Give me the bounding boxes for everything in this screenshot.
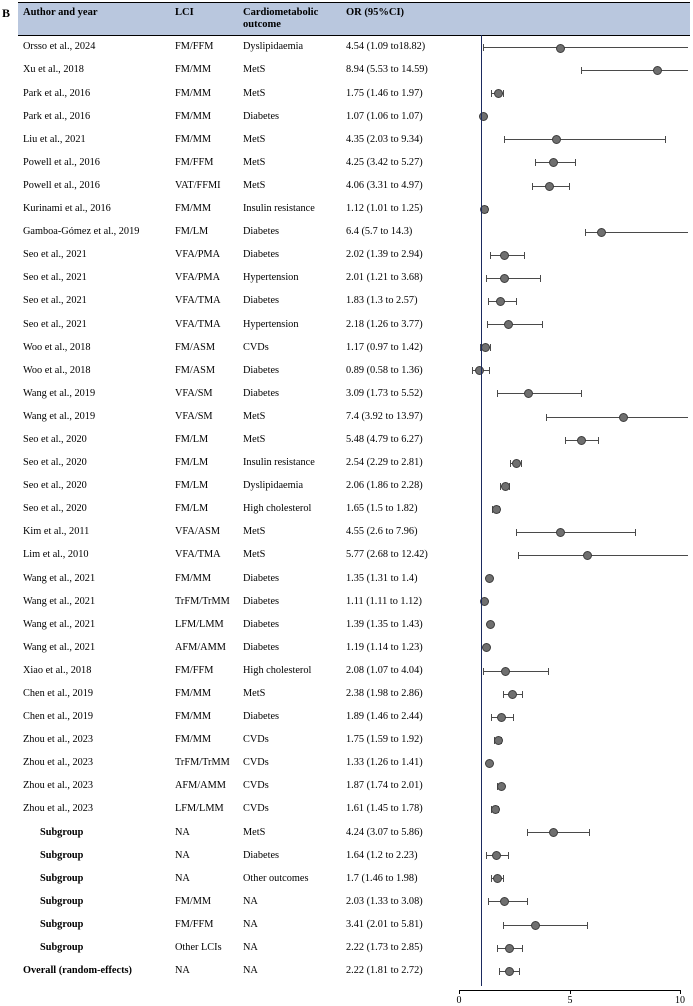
cell-or: 2.08 (1.07 to 4.04) [341,659,451,682]
cell-or: 1.19 (1.14 to 1.23) [341,636,451,659]
cell-author: Powell et al., 2016 [18,174,170,197]
cell-or: 1.75 (1.46 to 1.97) [341,82,451,105]
table-row [18,382,690,405]
x-axis-tick [459,990,460,994]
table-row [18,151,690,174]
table-row [18,336,690,359]
cell-plot [451,497,690,520]
table-row [18,35,690,59]
cell-outcome: MetS [238,82,341,105]
cell-author: Seo et al., 2021 [18,313,170,336]
cell-or: 1.64 (1.2 to 2.23) [341,844,451,867]
cell-plot [451,613,690,636]
cell-author: Seo et al., 2020 [18,428,170,451]
cell-outcome: Diabetes [238,636,341,659]
cell-or: 4.54 (1.09 to18.82) [341,35,451,59]
cell-plot [451,428,690,451]
table-row [18,451,690,474]
cell-author: Seo et al., 2020 [18,474,170,497]
cell-lci: FM/MM [170,567,238,590]
cell-outcome: MetS [238,405,341,428]
cell-outcome: CVDs [238,751,341,774]
cell-lci: FM/MM [170,728,238,751]
cell-plot [451,936,690,959]
cell-plot [451,59,690,82]
cell-plot [451,266,690,289]
cell-outcome: Diabetes [238,567,341,590]
cell-plot [451,959,690,982]
cell-plot [451,151,690,174]
table-row [18,82,690,105]
cell-or: 2.01 (1.21 to 3.68) [341,266,451,289]
table-row [18,959,690,982]
cell-lci: FM/MM [170,82,238,105]
cell-or: 1.33 (1.26 to 1.41) [341,751,451,774]
cell-outcome: MetS [238,174,341,197]
cell-lci: FM/MM [170,197,238,220]
table-row [18,567,690,590]
cell-author: Lim et al., 2010 [18,544,170,567]
cell-lci: FM/LM [170,451,238,474]
header-outcome: Cardiometabolic outcome [238,3,341,36]
cell-author: Wang et al., 2021 [18,636,170,659]
header-or: OR (95%CI) [341,3,451,36]
cell-plot [451,751,690,774]
cell-author: Subgroup [18,844,170,867]
table-header [18,3,690,36]
cell-lci: FM/MM [170,682,238,705]
cell-author: Xiao et al., 2018 [18,659,170,682]
cell-or: 4.25 (3.42 to 5.27) [341,151,451,174]
x-axis-tick-label: 10 [675,995,685,1006]
cell-author: Park et al., 2016 [18,82,170,105]
cell-or: 2.22 (1.73 to 2.85) [341,936,451,959]
x-axis-line [459,990,680,991]
panel-letter: B [2,6,10,21]
cell-author: Seo et al., 2021 [18,290,170,313]
cell-or: 4.35 (2.03 to 9.34) [341,128,451,151]
cell-outcome: Diabetes [238,590,341,613]
table-row [18,798,690,821]
table-row [18,243,690,266]
table-row [18,659,690,682]
cell-lci: VFA/ASM [170,520,238,543]
table-row [18,428,690,451]
cell-plot [451,567,690,590]
cell-plot [451,197,690,220]
x-axis-tick-label: 0 [457,995,462,1006]
cell-lci: VAT/FFMI [170,174,238,197]
cell-outcome: Diabetes [238,243,341,266]
cell-author: Park et al., 2016 [18,105,170,128]
table-row [18,359,690,382]
cell-outcome: High cholesterol [238,497,341,520]
cell-author: Gamboa-Gómez et al., 2019 [18,220,170,243]
table-row [18,520,690,543]
header-plot [451,3,690,36]
cell-plot [451,82,690,105]
table-row [18,844,690,867]
cell-plot [451,243,690,266]
cell-plot [451,128,690,151]
cell-outcome: MetS [238,428,341,451]
cell-lci: NA [170,844,238,867]
cell-author: Seo et al., 2020 [18,451,170,474]
cell-or: 1.87 (1.74 to 2.01) [341,775,451,798]
cell-outcome: MetS [238,682,341,705]
cell-lci: FM/LM [170,220,238,243]
cell-outcome: Hypertension [238,266,341,289]
cell-lci: AFM/AMM [170,775,238,798]
cell-lci: FM/ASM [170,359,238,382]
cell-lci: Other LCIs [170,936,238,959]
cell-or: 2.22 (1.81 to 2.72) [341,959,451,982]
cell-plot [451,336,690,359]
cell-author: Seo et al., 2021 [18,243,170,266]
cell-lci: NA [170,867,238,890]
cell-outcome: CVDs [238,775,341,798]
x-axis-tick-label: 5 [568,995,573,1006]
table-body [18,35,690,982]
cell-outcome: NA [238,913,341,936]
cell-plot [451,313,690,336]
cell-or: 1.12 (1.01 to 1.25) [341,197,451,220]
cell-outcome: NA [238,959,341,982]
cell-outcome: High cholesterol [238,659,341,682]
cell-lci: FM/ASM [170,336,238,359]
cell-or: 1.11 (1.11 to 1.12) [341,590,451,613]
cell-lci: VFA/PMA [170,243,238,266]
cell-lci: LFM/LMM [170,798,238,821]
cell-outcome: Diabetes [238,105,341,128]
table-row [18,705,690,728]
cell-plot [451,775,690,798]
cell-or: 1.39 (1.35 to 1.43) [341,613,451,636]
forest-table-wrapper [18,2,690,982]
cell-plot [451,821,690,844]
cell-outcome: Diabetes [238,382,341,405]
cell-lci: VFA/TMA [170,544,238,567]
header-row [18,3,690,36]
cell-or: 1.61 (1.45 to 1.78) [341,798,451,821]
cell-plot [451,844,690,867]
table-row [18,220,690,243]
cell-lci: FM/MM [170,59,238,82]
cell-outcome: CVDs [238,336,341,359]
cell-author: Seo et al., 2020 [18,497,170,520]
cell-plot [451,290,690,313]
cell-outcome: MetS [238,520,341,543]
table-row [18,105,690,128]
cell-or: 4.06 (3.31 to 4.97) [341,174,451,197]
cell-author: Kim et al., 2011 [18,520,170,543]
cell-plot [451,174,690,197]
cell-author: Chen et al., 2019 [18,682,170,705]
cell-or: 2.18 (1.26 to 3.77) [341,313,451,336]
cell-plot [451,220,690,243]
cell-or: 1.7 (1.46 to 1.98) [341,867,451,890]
cell-lci: NA [170,959,238,982]
cell-plot [451,798,690,821]
cell-lci: FM/LM [170,497,238,520]
header-author: Author and year [18,3,170,36]
cell-author: Chen et al., 2019 [18,705,170,728]
cell-lci: AFM/AMM [170,636,238,659]
table-row [18,890,690,913]
cell-or: 2.03 (1.33 to 3.08) [341,890,451,913]
cell-lci: NA [170,821,238,844]
table-row [18,936,690,959]
cell-lci: FM/MM [170,128,238,151]
table-row [18,775,690,798]
table-row [18,497,690,520]
table-row [18,474,690,497]
cell-or: 1.17 (0.97 to 1.42) [341,336,451,359]
cell-author: Woo et al., 2018 [18,359,170,382]
cell-or: 2.54 (2.29 to 2.81) [341,451,451,474]
cell-outcome: NA [238,936,341,959]
cell-outcome: Diabetes [238,844,341,867]
cell-or: 4.55 (2.6 to 7.96) [341,520,451,543]
table-row [18,682,690,705]
cell-or: 6.4 (5.7 to 14.3) [341,220,451,243]
cell-author: Wang et al., 2019 [18,405,170,428]
cell-lci: VFA/PMA [170,266,238,289]
cell-outcome: CVDs [238,728,341,751]
cell-plot [451,728,690,751]
cell-or: 2.06 (1.86 to 2.28) [341,474,451,497]
cell-author: Wang et al., 2021 [18,567,170,590]
cell-or: 2.02 (1.39 to 2.94) [341,243,451,266]
cell-lci: FM/MM [170,105,238,128]
cell-lci: FM/FFM [170,35,238,59]
table-row [18,290,690,313]
cell-lci: VFA/SM [170,405,238,428]
cell-outcome: Insulin resistance [238,451,341,474]
cell-lci: FM/MM [170,705,238,728]
cell-or: 5.48 (4.79 to 6.27) [341,428,451,451]
cell-plot [451,359,690,382]
table-row [18,590,690,613]
cell-or: 1.83 (1.3 to 2.57) [341,290,451,313]
cell-plot [451,682,690,705]
cell-plot [451,867,690,890]
cell-author: Zhou et al., 2023 [18,798,170,821]
cell-lci: TrFM/TrMM [170,590,238,613]
x-axis-tick [570,990,571,994]
cell-lci: FM/LM [170,428,238,451]
table-row [18,867,690,890]
cell-author: Zhou et al., 2023 [18,775,170,798]
cell-author: Zhou et al., 2023 [18,728,170,751]
cell-plot [451,382,690,405]
cell-outcome: Dyslipidaemia [238,474,341,497]
cell-or: 1.65 (1.5 to 1.82) [341,497,451,520]
table-row [18,174,690,197]
cell-author: Wang et al., 2019 [18,382,170,405]
cell-or: 8.94 (5.53 to 14.59) [341,59,451,82]
cell-outcome: Insulin resistance [238,197,341,220]
cell-author: Kurinami et al., 2016 [18,197,170,220]
cell-author: Liu et al., 2021 [18,128,170,151]
table-row [18,636,690,659]
cell-author: Powell et al., 2016 [18,151,170,174]
cell-lci: FM/MM [170,890,238,913]
cell-plot [451,890,690,913]
cell-outcome: CVDs [238,798,341,821]
cell-plot [451,705,690,728]
cell-or: 2.38 (1.98 to 2.86) [341,682,451,705]
cell-author: Subgroup [18,867,170,890]
cell-author: Orsso et al., 2024 [18,35,170,59]
cell-plot [451,520,690,543]
cell-author: Wang et al., 2021 [18,590,170,613]
table-row [18,59,690,82]
cell-author: Overall (random-effects) [18,959,170,982]
cell-or: 1.75 (1.59 to 1.92) [341,728,451,751]
table-row [18,751,690,774]
cell-author: Woo et al., 2018 [18,336,170,359]
cell-lci: LFM/LMM [170,613,238,636]
cell-outcome: MetS [238,128,341,151]
cell-outcome: MetS [238,151,341,174]
cell-outcome: Other outcomes [238,867,341,890]
cell-or: 3.09 (1.73 to 5.52) [341,382,451,405]
cell-plot [451,590,690,613]
cell-plot [451,105,690,128]
cell-outcome: Hypertension [238,313,341,336]
cell-plot [451,544,690,567]
cell-outcome: Diabetes [238,220,341,243]
cell-author: Subgroup [18,821,170,844]
cell-outcome: Dyslipidaemia [238,35,341,59]
table-row [18,613,690,636]
cell-outcome: MetS [238,59,341,82]
cell-outcome: NA [238,890,341,913]
cell-or: 4.24 (3.07 to 5.86) [341,821,451,844]
cell-or: 1.89 (1.46 to 2.44) [341,705,451,728]
cell-author: Wang et al., 2021 [18,613,170,636]
cell-outcome: Diabetes [238,290,341,313]
cell-plot [451,659,690,682]
cell-lci: FM/FFM [170,659,238,682]
cell-plot [451,35,690,59]
cell-or: 7.4 (3.92 to 13.97) [341,405,451,428]
cell-author: Xu et al., 2018 [18,59,170,82]
cell-lci: TrFM/TrMM [170,751,238,774]
cell-or: 3.41 (2.01 to 5.81) [341,913,451,936]
cell-plot [451,451,690,474]
cell-author: Subgroup [18,890,170,913]
cell-lci: VFA/SM [170,382,238,405]
cell-outcome: Diabetes [238,359,341,382]
cell-outcome: MetS [238,821,341,844]
table-row [18,544,690,567]
cell-lci: FM/FFM [170,913,238,936]
cell-lci: FM/FFM [170,151,238,174]
cell-author: Zhou et al., 2023 [18,751,170,774]
cell-plot [451,636,690,659]
table-row [18,197,690,220]
cell-outcome: Diabetes [238,613,341,636]
cell-lci: FM/LM [170,474,238,497]
header-lci: LCI [170,3,238,36]
table-row [18,728,690,751]
cell-plot [451,405,690,428]
table-row [18,405,690,428]
table-row [18,266,690,289]
cell-outcome: Diabetes [238,705,341,728]
cell-author: Seo et al., 2021 [18,266,170,289]
cell-or: 1.07 (1.06 to 1.07) [341,105,451,128]
x-axis-tick [680,990,681,994]
cell-or: 5.77 (2.68 to 12.42) [341,544,451,567]
cell-lci: VFA/TMA [170,290,238,313]
table-row [18,128,690,151]
forest-table [18,2,690,982]
cell-lci: VFA/TMA [170,313,238,336]
cell-author: Subgroup [18,913,170,936]
cell-author: Subgroup [18,936,170,959]
cell-or: 0.89 (0.58 to 1.36) [341,359,451,382]
table-row [18,313,690,336]
cell-plot [451,474,690,497]
cell-or: 1.35 (1.31 to 1.4) [341,567,451,590]
cell-outcome: MetS [238,544,341,567]
table-row [18,821,690,844]
